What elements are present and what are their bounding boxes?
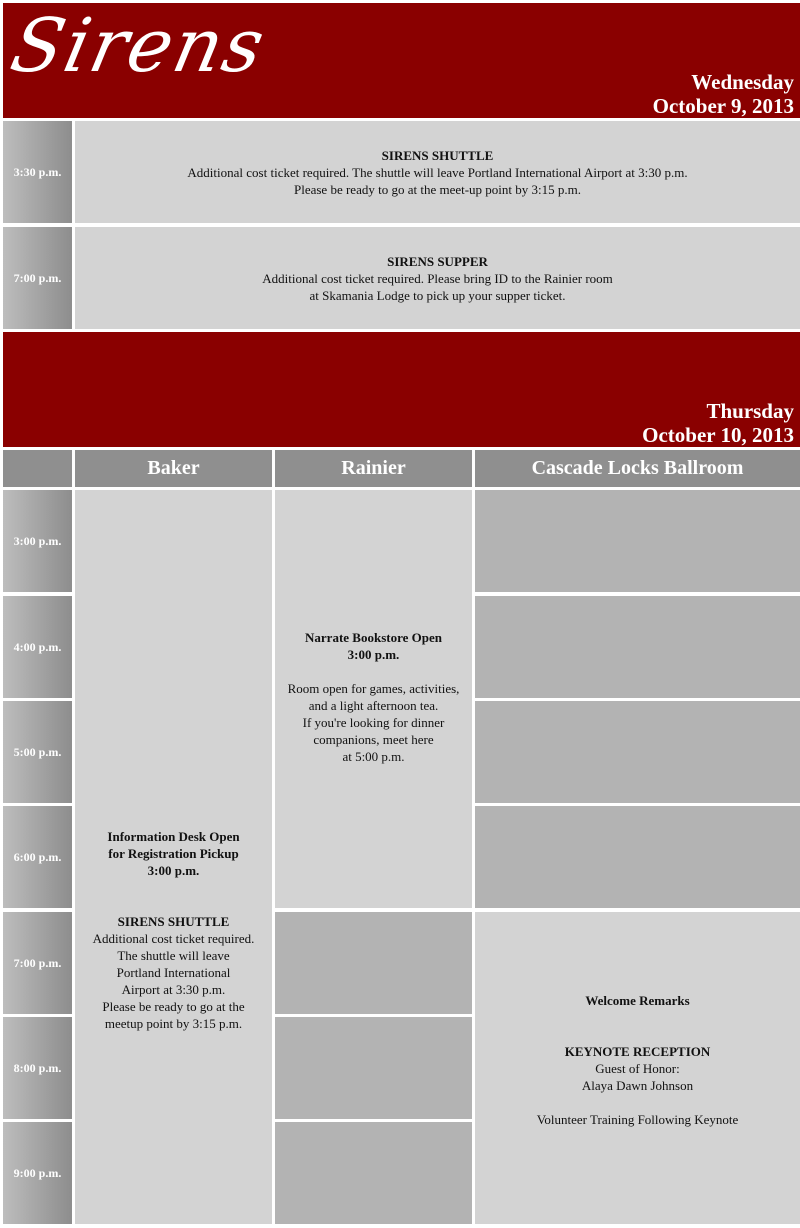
time-slot: 4:00 p.m. — [3, 596, 72, 698]
thursday-banner — [3, 332, 800, 447]
event-title: KEYNOTE RECEPTION — [564, 1044, 711, 1059]
header-blank-cell — [3, 450, 72, 487]
event-rainier-bookstore — [275, 490, 472, 908]
event-line: companions, meet here — [313, 732, 434, 747]
event-line: Information Desk Open — [107, 829, 240, 844]
event-cascade-keynote — [475, 912, 800, 1224]
empty-slot — [475, 701, 800, 803]
event-line: Room open for games, activities, — [287, 681, 460, 696]
event-line: Guest of Honor: — [595, 1061, 680, 1076]
empty-slot — [275, 1017, 472, 1119]
event-line: If you're looking for dinner — [302, 715, 445, 730]
time-slot: 3:30 p.m. — [3, 121, 72, 223]
event-baker-info-desk-shuttle — [75, 490, 272, 1224]
time-slot: 6:00 p.m. — [3, 806, 72, 908]
event-line: meetup point by 3:15 p.m. — [104, 1016, 243, 1031]
empty-slot — [475, 806, 800, 908]
time-slot: 3:00 p.m. — [3, 490, 72, 592]
event-line: The shuttle will leave — [117, 948, 230, 963]
event-title: SIRENS SHUTTLE — [117, 914, 230, 929]
time-slot: 7:00 p.m. — [3, 912, 72, 1014]
time-slot: 8:00 p.m. — [3, 1017, 72, 1119]
event-title: Narrate Bookstore Open — [305, 630, 442, 645]
day-name: Wednesday — [691, 70, 794, 94]
event-line: Please be ready to go at the — [102, 999, 245, 1014]
thursday-date-block — [642, 399, 794, 447]
sirens-logo: Sirens — [3, 3, 274, 89]
event-line: Please be ready to go at the meet-up point by 3:15 p.m. — [293, 181, 581, 197]
event-sirens-shuttle — [75, 121, 800, 223]
event-line: Volunteer Training Following Keynote — [536, 1112, 739, 1127]
event-line: Alaya Dawn Johnson — [581, 1078, 694, 1093]
event-line: Additional cost ticket required. The shuttle will leave Portland International Airport at 3:30 p.m. — [187, 164, 688, 180]
event-line: Portland International — [116, 965, 231, 980]
day-name: Thursday — [706, 399, 794, 423]
wednesday-banner — [3, 3, 800, 118]
event-title: Welcome Remarks — [585, 993, 690, 1008]
day-date: October 10, 2013 — [642, 423, 794, 447]
empty-slot — [275, 912, 472, 1014]
time-slot: 9:00 p.m. — [3, 1122, 72, 1224]
event-title: SIRENS SUPPER — [387, 253, 488, 269]
event-line: and a light afternoon tea. — [308, 698, 439, 713]
event-line: at Skamania Lodge to pick up your supper ticket. — [309, 287, 566, 303]
event-line: for Registration Pickup — [108, 846, 239, 861]
event-sirens-supper — [75, 227, 800, 329]
room-header-rainier: Rainier — [275, 450, 472, 487]
wednesday-date-block — [653, 70, 794, 118]
event-title: 3:00 p.m. — [347, 647, 400, 662]
event-line: 3:00 p.m. — [147, 863, 200, 878]
time-slot: 7:00 p.m. — [3, 227, 72, 329]
empty-slot — [275, 1122, 472, 1224]
event-line: Airport at 3:30 p.m. — [121, 982, 226, 997]
room-header-cascade-locks-ballroom: Cascade Locks Ballroom — [475, 450, 800, 487]
event-line: Additional cost ticket required. — [92, 931, 255, 946]
time-slot: 5:00 p.m. — [3, 701, 72, 803]
empty-slot — [475, 596, 800, 698]
event-line: Additional cost ticket required. Please bring ID to the Rainier room — [262, 270, 613, 286]
room-header-baker: Baker — [75, 450, 272, 487]
event-line: at 5:00 p.m. — [342, 749, 405, 764]
event-title: SIRENS SHUTTLE — [381, 147, 494, 163]
empty-slot — [475, 490, 800, 592]
day-date: October 9, 2013 — [652, 94, 794, 118]
